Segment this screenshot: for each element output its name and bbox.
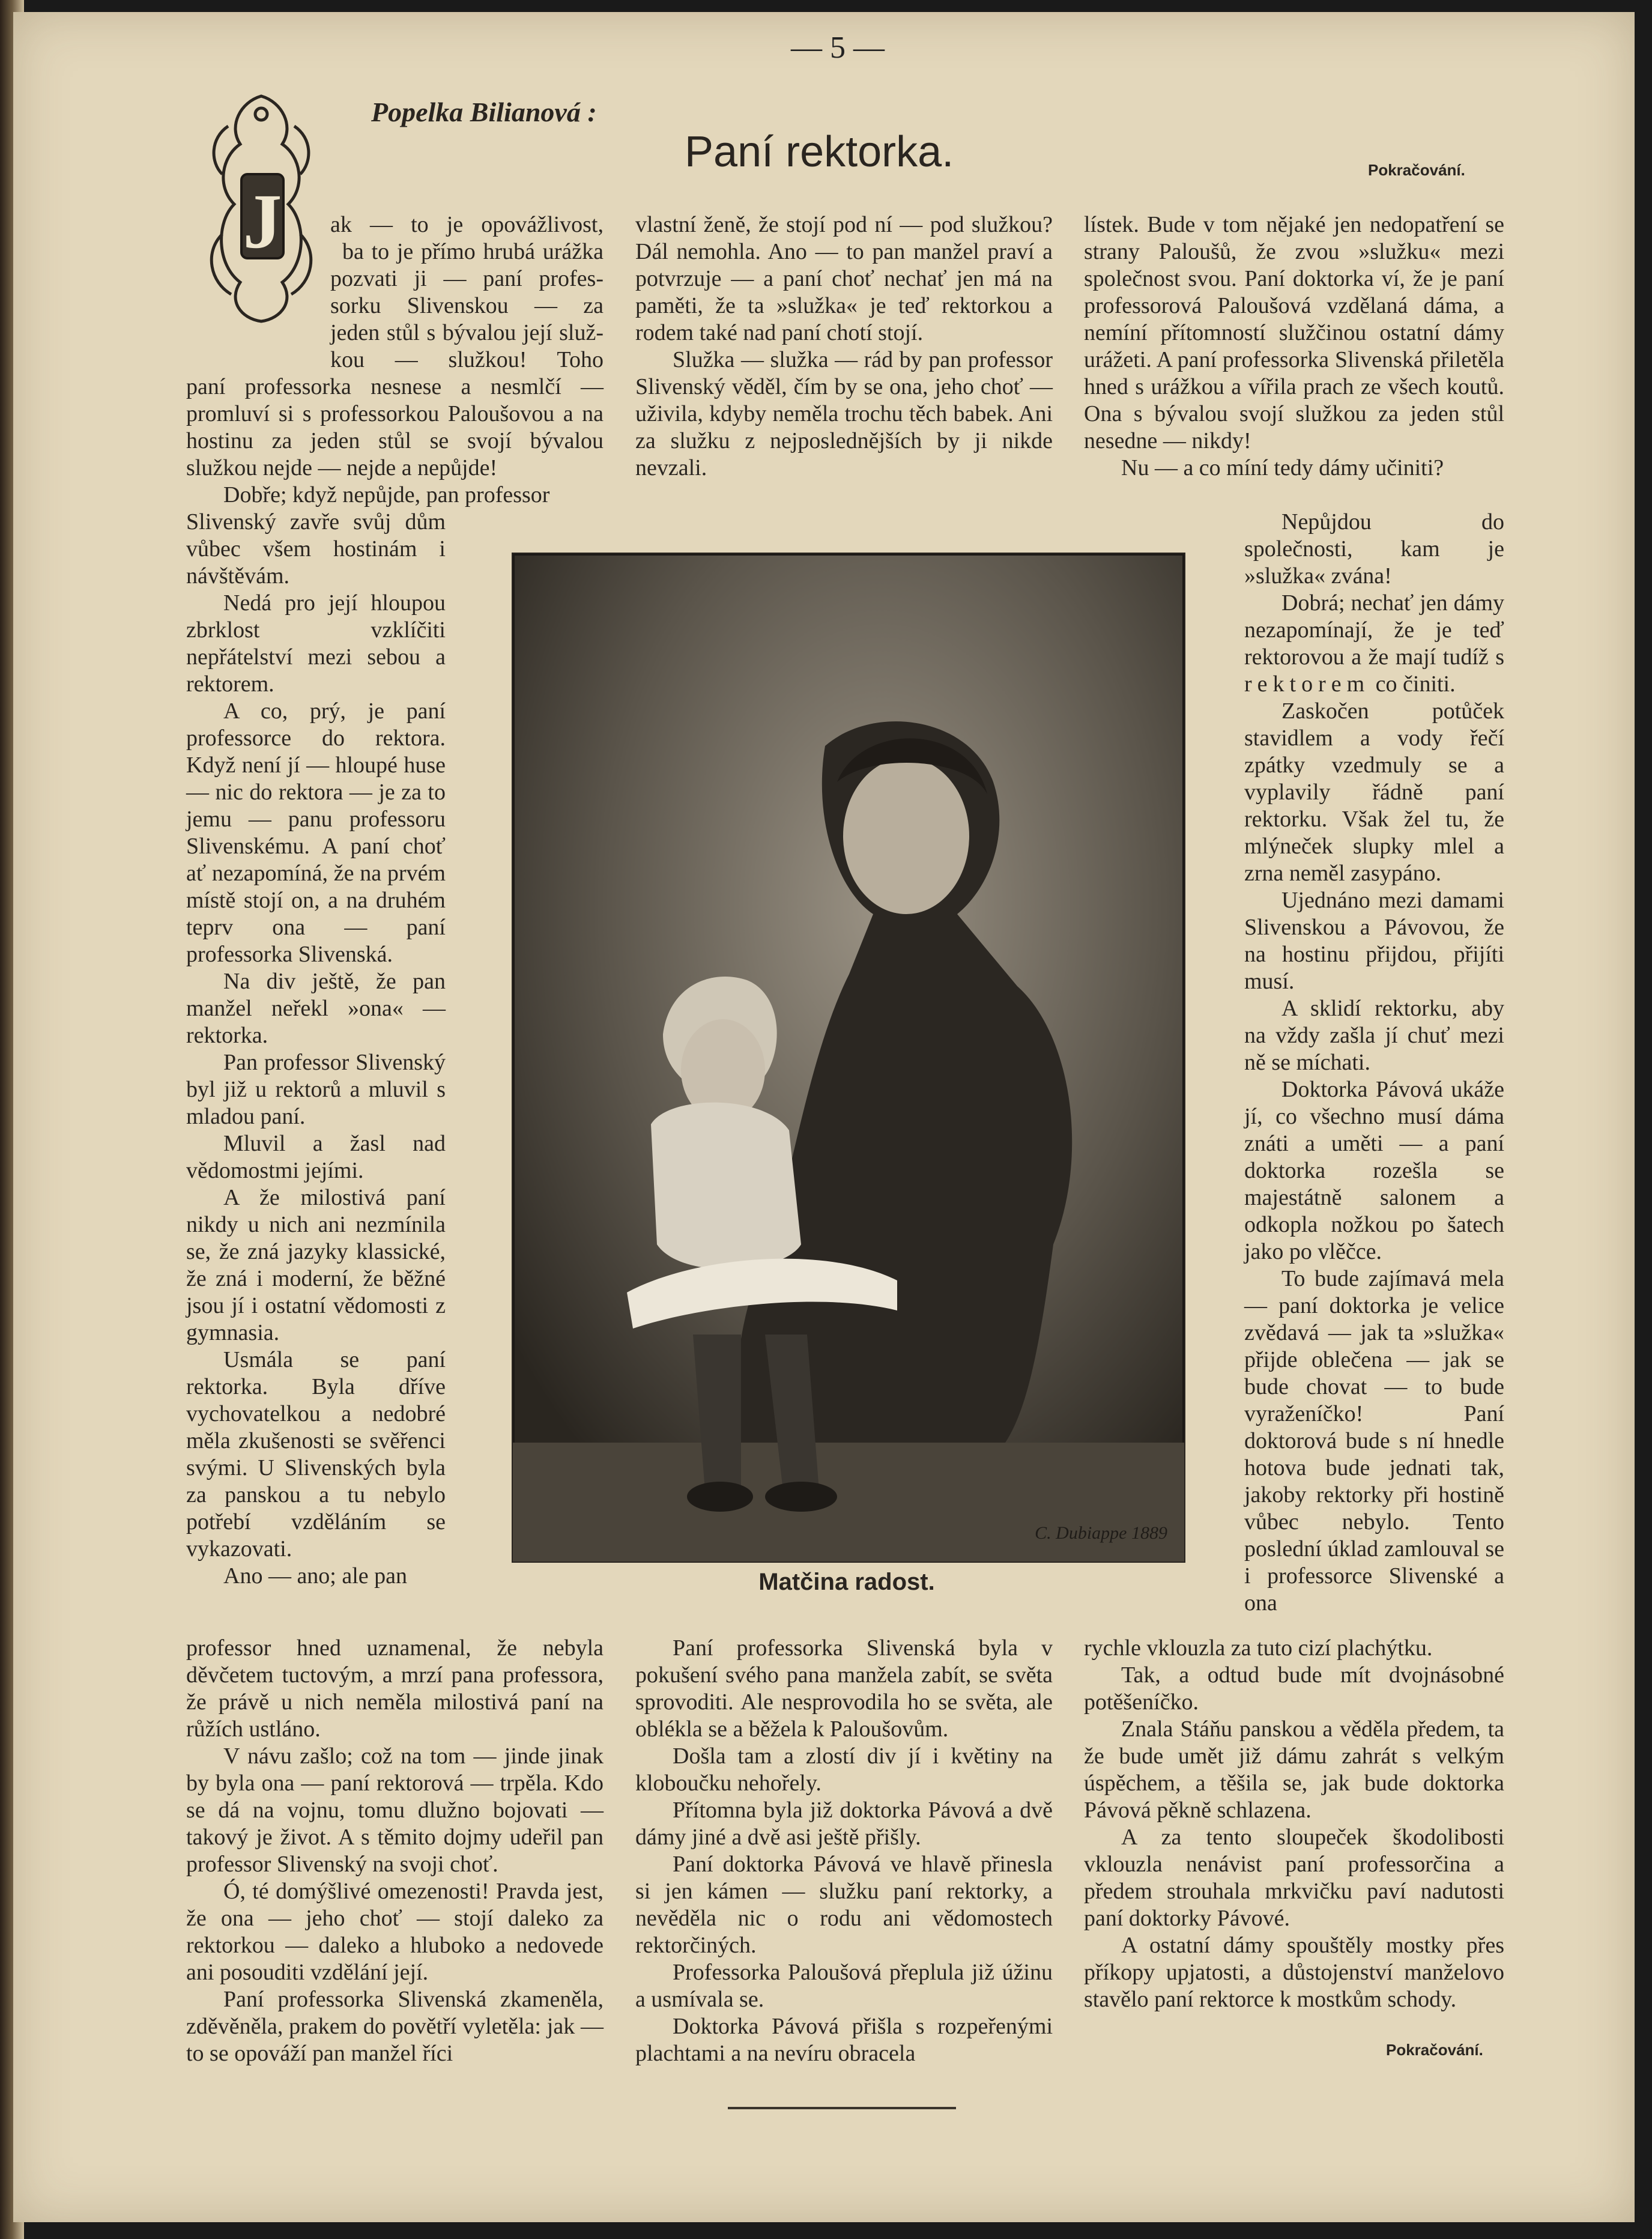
paragraph: Nepůjdou do společnosti, kam je »služka« zvána! xyxy=(1244,509,1504,589)
paragraph: Paní doktorka Pávová ve hlavě přinesla si jen kámen — služku paní rektorky, a nevěděla nic o rodu ani vědomostech rektorčiných. xyxy=(635,1852,1053,1958)
paragraph: Přítomna byla již doktorka Pávová a dvě dámy jiné a dvě asi ještě přišly. xyxy=(635,1798,1053,1850)
paragraph: Pan professor Slivenský byl již u rektorů a mluvil s mladou paní. xyxy=(186,1050,446,1129)
illustration-signature: C. Dubiappe 1889 xyxy=(1035,1523,1167,1543)
column-2-bottom xyxy=(635,1635,1053,2067)
paragraph: Zaskočen potůček stavidlem a vody řečí zpátky vzedmuly se a vyplavily řádně paní rektorku. Však žel tu, že mlýneček slupky mlel a zrna neměl zasypáno. xyxy=(1244,698,1504,886)
paragraph: Slivenský zavře svůj dům vůbec všem hostinám i návštěvám. xyxy=(186,509,446,589)
paragraph: Doktorka Pávová přišla s rozpeřenými plachtami a na nevíru obracela xyxy=(635,2014,1053,2066)
ornamental-dropcap xyxy=(204,90,318,324)
paragraph: Došla tam a zlostí div jí i květiny na kloboučku nehořely. xyxy=(635,1744,1053,1796)
column-1-narrow xyxy=(186,509,446,1590)
paragraph: Doktorka Pávová ukáže jí, co všechno musí dáma znáti a uměti — a paní doktorka rozešla se majestátně salonem a odkopla nožkou po šatech jako po vlěčce. xyxy=(1244,1077,1504,1264)
continued-label-top: Pokračování. xyxy=(1368,161,1465,179)
paragraph: Dobrá; nechať jen dámy nezapomínají, že je teď rektorovou a že mají tudíž s rektorem co činiti. xyxy=(1244,590,1504,697)
paragraph: Mluvil a žasl nad vědomostmi jejími. xyxy=(186,1131,446,1183)
image-caption: Matčina radost. xyxy=(758,1569,935,1595)
paragraph: Usmála se paní rektorka. Byla dříve vychovatelkou a nedobré měla zkušenosti se svěřenci svými. U Slivenských byla za panskou a tu nebylo potřebí vzděláním se vykazovati. xyxy=(186,1347,446,1562)
paragraph: A za tento sloupeček škodolibosti vklouzla nenávist paní professorčina a předem strouhala mrkvičku paví nadutosti paní doktorky Pávové. xyxy=(1084,1825,1504,1931)
column-1-line: kou — služkou! Toho xyxy=(330,347,604,372)
continued-label-bottom: Pokračování. xyxy=(1386,2041,1483,2059)
column-1-line: ba to je přímo hrubá urážka xyxy=(342,239,604,264)
paragraph: Nu — a co míní tedy dámy učiniti? xyxy=(1121,455,1444,480)
paragraph: Tak, a odtud bude mít dvojnásobné potěšeníčko. xyxy=(1084,1662,1504,1715)
column-2-top xyxy=(635,211,1053,482)
paragraph: rychle vklouzla za tuto cizí plachýtku. xyxy=(1084,1635,1433,1661)
paragraph: To bude zajímavá mela — paní doktorka je velice zvědavá — jak ta »služka« přijde oblečena — jak se bude chovat — to bude vyraženíčko! Paní doktorová bude s ní hnedle hotova bude jednati tak, jakoby rektorky při hostině vůbec nebylo. Tento poslední úklad zamlouval se i professorce Slivenské a ona xyxy=(1244,1266,1504,1616)
paragraph: Nedá pro její hloupou zbrklost vzklíčiti nepřátelství mezi sebou a rektorem. xyxy=(186,590,446,697)
paragraph: Znala Stáňu panskou a věděla předem, ta že bude umět již dámu zahrát s velkým úspěchem, a těšila se, jak bude doktorka Pávová pěkně schlazena. xyxy=(1084,1716,1504,1823)
column-1-line: jeden stůl s bývalou její služ- xyxy=(330,320,604,345)
illustration-drawing xyxy=(513,554,1184,1562)
paragraph: Na div ještě, že pan manžel neřekl »ona« — rektorka. xyxy=(186,969,446,1048)
column-3-bottom xyxy=(1084,1635,1504,2013)
paragraph: A ostatní dámy spouštěly mostky přes příkopy upjatosti, a důstojenství manželovo stavělo paní rektorce k mostkům schody. xyxy=(1084,1933,1504,2012)
paragraph: A že milostivá paní nikdy u nich ani nezmínila se, že zná jazyky klassické, že zná i moderní, že běžné jsou jí i ostatní vědomosti z gymnasia. xyxy=(186,1185,446,1345)
column-1-bottom xyxy=(186,1635,604,2067)
author-name: Popelka Bilianová : xyxy=(371,97,597,127)
paragraph: Dobře; když nepůjde, pan professor xyxy=(223,482,550,507)
column-1-top xyxy=(330,211,604,374)
column-1-full xyxy=(186,374,604,509)
page-number: — 5 — xyxy=(791,31,885,65)
paragraph: vlastní ženě, že stojí pod ní — pod služkou? Dál nemohla. Ano — to pan manžel praví a potvrzuje — a paní choť nechať jen má na paměti, že ta »služka« je teď rektorkou a rodem také nad paní chotí stojí. xyxy=(635,212,1053,345)
paragraph: V návu zašlo; což na tom — jinde jinak by byla ona — paní rektorová — trpěla. Kdo se dá na vojnu, tomu dlužno bojovati — takový je život. A s těmito dojmy udeřil pan professor Slivenský na svoji choť. xyxy=(186,1744,604,1877)
paragraph: Služka — služka — rád by pan professor Slivenský věděl, čím by se ona, jeho choť — uživila, kdyby neměla trochu těch babek. Ani za služku z nejposlednějších by ji nikde nevzali. xyxy=(635,347,1053,480)
article-title: Paní rektorka. xyxy=(685,128,954,176)
paragraph: Ujednáno mezi damami Slivenskou a Pávovou, že na hostinu přijdou, přijíti musí. xyxy=(1244,888,1504,994)
column-1-line: sorku Slivenskou — za xyxy=(330,293,604,318)
column-1-line: ak — to je opovážlivost, xyxy=(330,212,604,237)
paragraph: Ano — ano; ale pan xyxy=(223,1563,408,1589)
paragraph: A sklidí rektorku, aby na vždy zašla jí chuť mezi ně se míchati. xyxy=(1244,996,1504,1075)
column-1-line: pozvati ji — paní profes- xyxy=(330,266,604,291)
paragraph: Paní professorka Slivenská byla v pokušení svého pana manžela zabít, se světa sprovoditi. Ale nesprovodila ho se světa, ale oblékla se a běžela k Paloušovům. xyxy=(635,1635,1053,1742)
column-3-narrow xyxy=(1244,509,1504,1617)
paragraph: paní professorka nesnese a nesmlčí — promluví si s professorkou Paloušovou a na hostinu za jeden stůl se svojí bývalou služkou nejde — nejde a nepůjde! xyxy=(186,374,604,480)
illustration-mother-and-child xyxy=(512,553,1185,1563)
paragraph: A co, prý, je paní professorce do rektora. Když není jí — hloupé huse — nic do rektora — je za to jemu — panu professoru Slivenskému. A paní choť ať nezapomíná, že na prvém místě stojí on, a na druhém teprv ona — paní professorka Slivenská. xyxy=(186,698,446,967)
end-rule xyxy=(728,2107,956,2109)
paragraph: Paní professorka Slivenská zkameněla, zděvěněla, prakem do povětří vyletěla: jak — to se opováží pan manžel říci xyxy=(186,1987,604,2066)
paragraph: lístek. Bude v tom nějaké jen nedopatření se strany Paloušů, že zvou »služku« mezi společnost svou. Paní doktorka ví, že je paní professorová Paloušová vzdělaná dáma, a nemíní přítomností služčinou ostatní dámy urážeti. A paní professorka Slivenská přiletěla hned s urážkou a vířila prach ze všech koutů. Ona s bývalou svojí služkou za jeden stůl nesedne — nikdy! xyxy=(1084,212,1504,453)
paragraph: professor hned uznamenal, že nebyla děvčetem tuctovým, a mrzí pana professora, že právě u nich neměla milostivá paní na růžích ustláno. xyxy=(186,1635,604,1742)
dropcap-letter: J xyxy=(243,178,282,265)
paragraph: Ó, té domýšlivé omezenosti! Pravda jest, že ona — jeho choť — stojí daleko za rektorkou — daleko a hluboko a nedovede ani posouditi vzdělání její. xyxy=(186,1879,604,1985)
spaced-word: rektorem xyxy=(1244,671,1370,697)
paragraph: Professorka Paloušová přeplula již úžinu a usmívala se. xyxy=(635,1960,1053,2012)
column-3-top xyxy=(1084,211,1504,482)
